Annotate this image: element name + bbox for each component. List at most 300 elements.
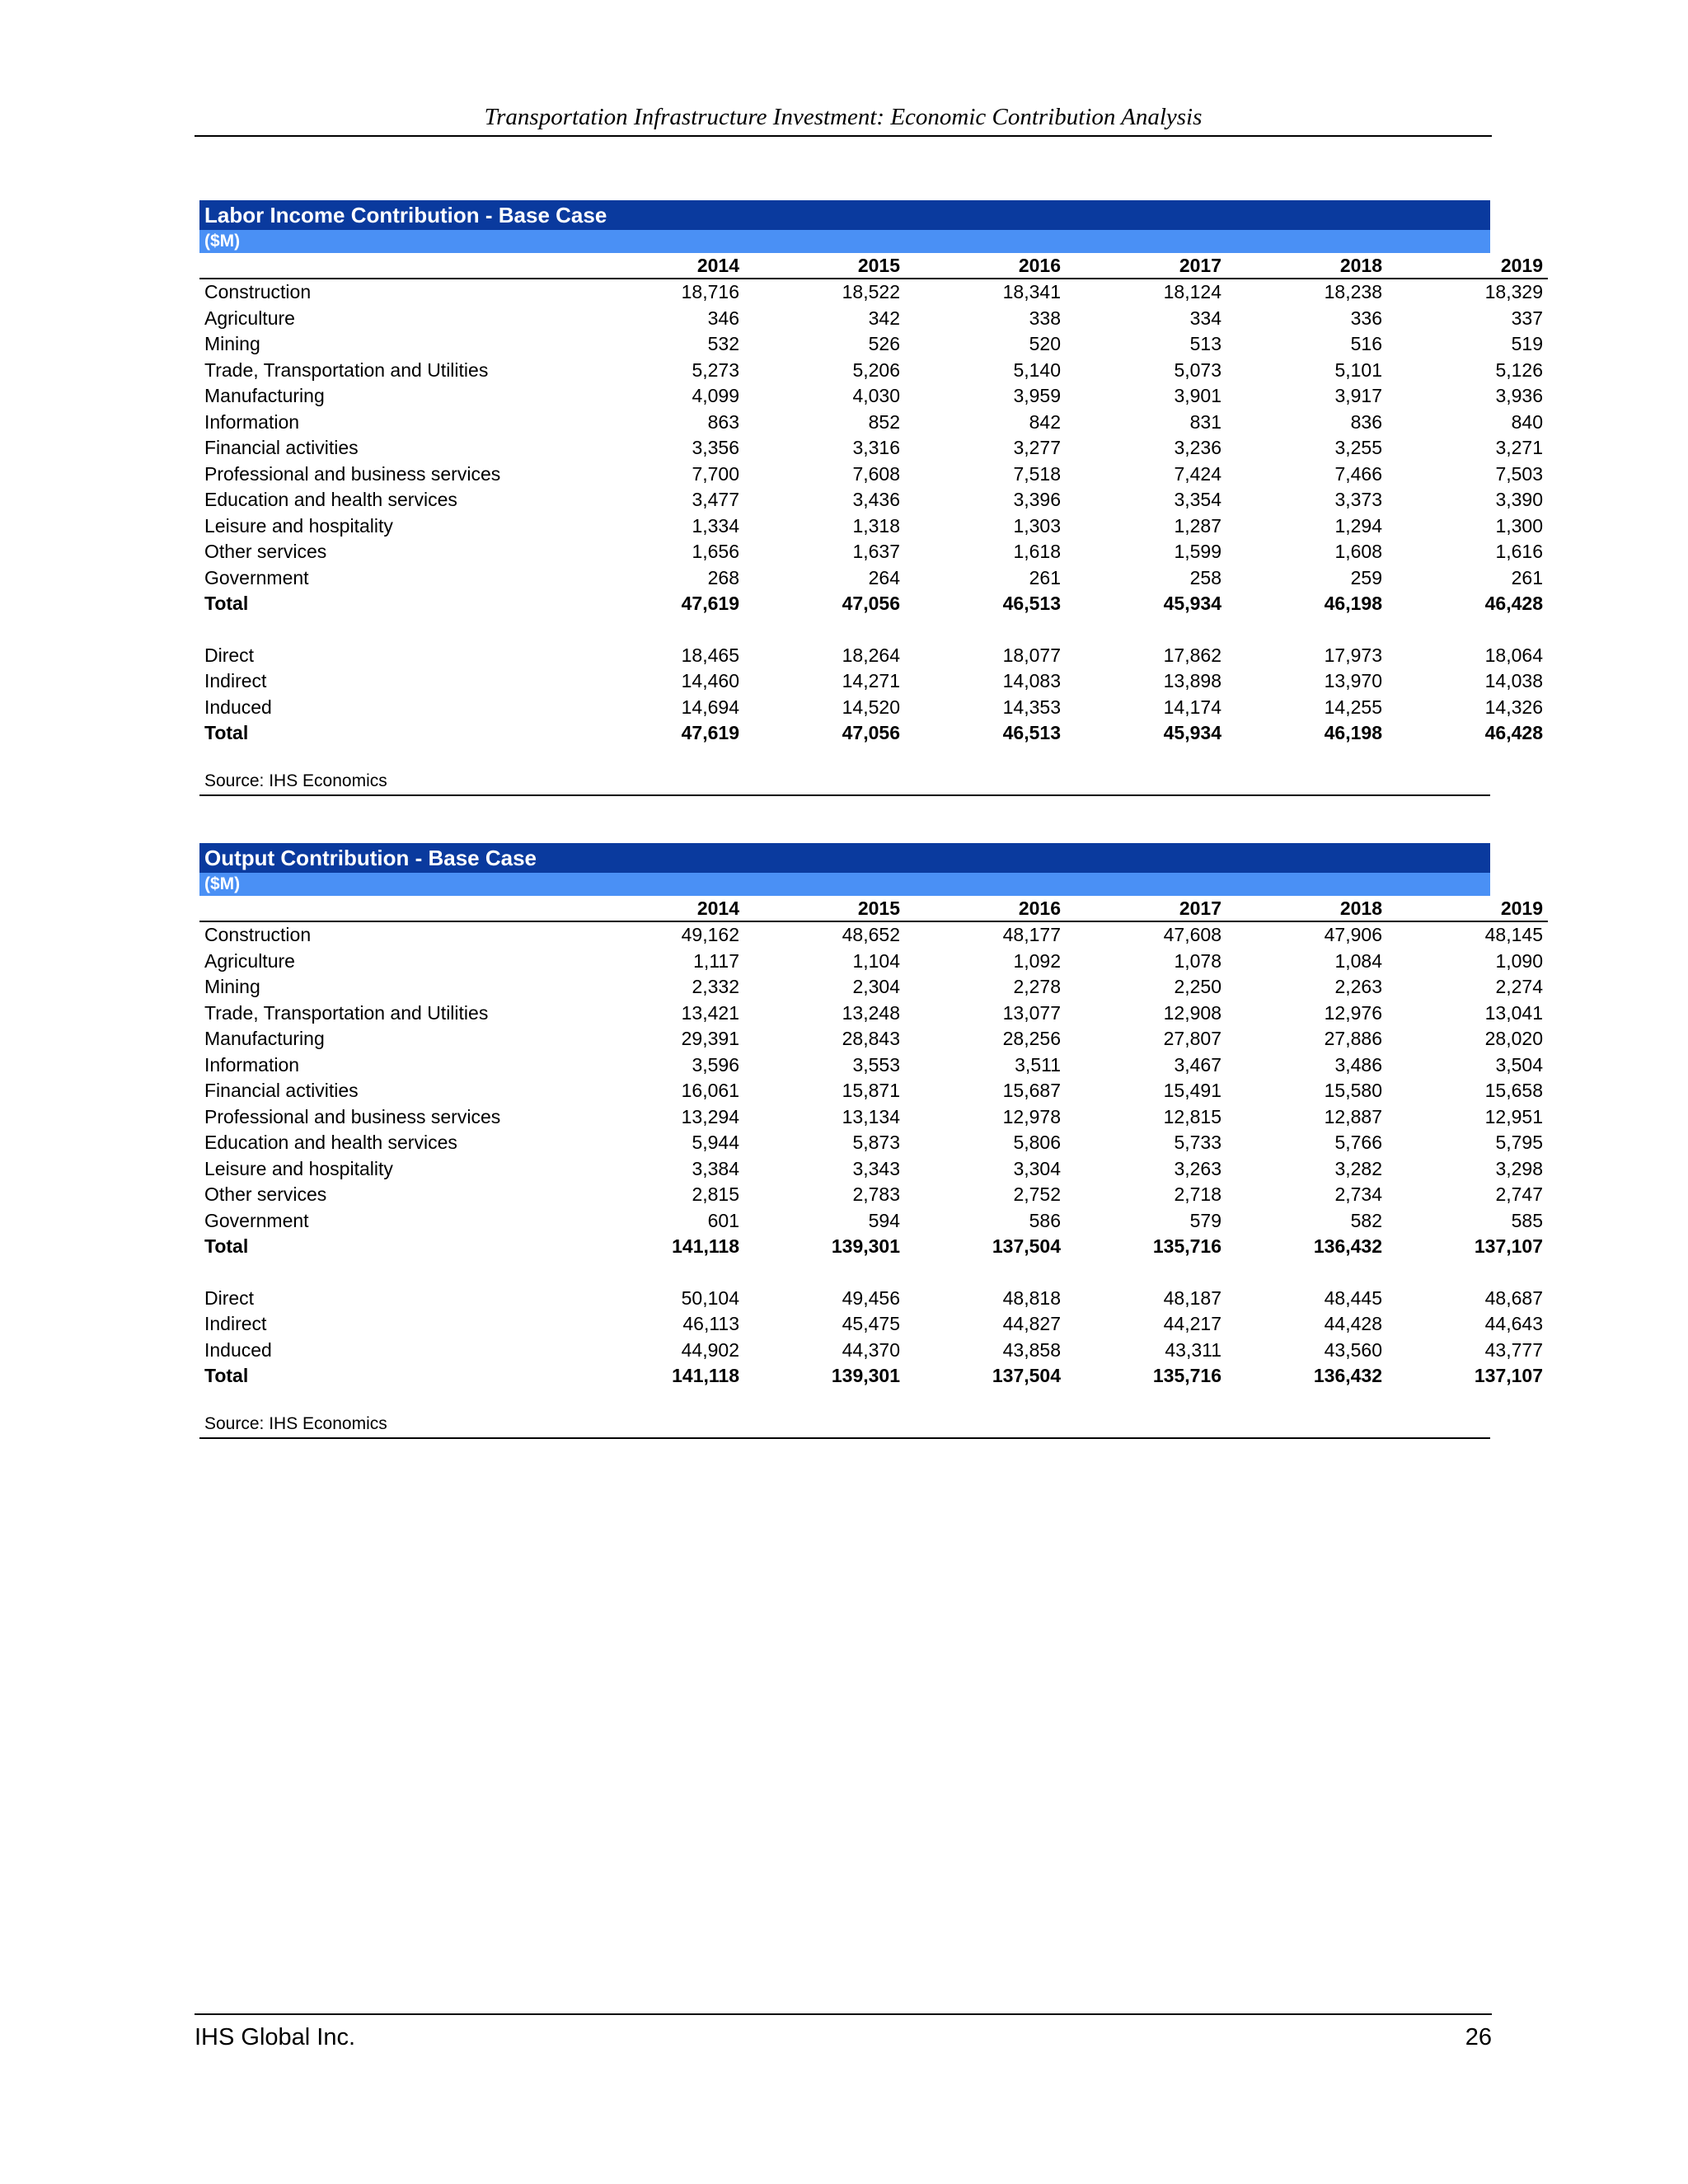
row-label: Direct	[204, 644, 255, 666]
row-label: Financial activities	[204, 437, 359, 458]
value-cell: 3,298	[1495, 1157, 1543, 1179]
labor-income-table-block	[199, 200, 1543, 796]
value-cell: 2,304	[852, 976, 900, 997]
value-cell: 585	[1511, 1209, 1543, 1231]
value-cell: 1,294	[1334, 514, 1382, 537]
value-cell: 17,973	[1324, 644, 1382, 666]
year-header: 2018	[1226, 253, 1387, 279]
value-cell: 5,733	[1174, 1132, 1221, 1153]
value-cell: 45,934	[1163, 593, 1221, 614]
year-header: 2019	[1387, 896, 1548, 921]
industry-row	[199, 1130, 1548, 1156]
industry-row	[199, 1208, 1548, 1235]
industry-row	[199, 487, 1548, 513]
value-cell: 5,806	[1013, 1132, 1061, 1153]
header-blank-cell	[199, 253, 584, 279]
value-cell: 1,287	[1174, 514, 1221, 537]
value-cell: 18,077	[1002, 644, 1061, 666]
value-cell: 863	[707, 410, 739, 433]
value-cell: 519	[1511, 333, 1543, 354]
industry-row	[199, 358, 1548, 384]
value-cell: 4,030	[852, 385, 900, 406]
value-cell: 3,316	[852, 437, 900, 458]
year-header: 2014	[584, 253, 744, 279]
value-cell: 3,901	[1174, 385, 1221, 406]
spacer-cell	[199, 1260, 1548, 1286]
value-cell: 46,513	[1002, 593, 1061, 614]
value-cell: 14,038	[1484, 670, 1543, 691]
value-cell: 48,652	[842, 924, 900, 945]
value-cell: 261	[1511, 566, 1543, 588]
value-cell: 520	[1029, 333, 1061, 354]
value-cell: 13,041	[1484, 1001, 1543, 1024]
value-cell: 139,301	[831, 1365, 900, 1386]
value-cell: 14,271	[842, 670, 900, 691]
value-cell: 137,107	[1474, 1365, 1543, 1386]
value-cell: 47,056	[842, 722, 900, 743]
value-cell: 852	[868, 410, 900, 433]
value-cell: 1,334	[692, 514, 739, 537]
value-cell: 18,264	[842, 644, 900, 666]
industry-row	[199, 974, 1548, 1001]
industry-row	[199, 1001, 1548, 1027]
impact-total-row	[199, 1363, 1548, 1390]
value-cell: 3,917	[1334, 385, 1382, 406]
value-cell: 601	[707, 1209, 739, 1231]
value-cell: 1,117	[693, 949, 739, 972]
value-cell: 3,596	[692, 1053, 739, 1076]
value-cell: 17,862	[1163, 644, 1221, 666]
value-cell: 3,282	[1334, 1157, 1382, 1179]
row-label: Mining	[204, 333, 260, 354]
value-cell: 13,294	[681, 1105, 739, 1127]
value-cell: 137,107	[1474, 1235, 1543, 1257]
value-cell: 3,271	[1495, 437, 1543, 458]
value-cell: 338	[1029, 307, 1061, 329]
row-label: Government	[204, 566, 309, 588]
row-label: Information	[204, 1053, 300, 1076]
row-label: Other services	[204, 541, 327, 562]
table-source: Source: IHS Economics	[199, 770, 1490, 796]
value-cell: 1,637	[852, 541, 900, 562]
value-cell: 14,520	[842, 696, 900, 718]
value-cell: 2,278	[1013, 976, 1061, 997]
value-cell: 3,477	[692, 489, 739, 510]
value-cell: 2,250	[1174, 976, 1221, 997]
row-label: Education and health services	[204, 489, 457, 510]
industry-row	[199, 539, 1548, 565]
row-label: Leisure and hospitality	[204, 514, 393, 537]
value-cell: 842	[1029, 410, 1061, 433]
industry-total-row	[199, 1234, 1548, 1260]
impact-row	[199, 668, 1548, 695]
industry-row	[199, 306, 1548, 332]
value-cell: 7,466	[1334, 462, 1382, 485]
row-label: Total	[204, 593, 249, 614]
value-cell: 137,504	[992, 1235, 1061, 1257]
row-label: Manufacturing	[204, 385, 325, 406]
value-cell: 594	[868, 1209, 900, 1231]
value-cell: 7,700	[692, 462, 739, 485]
value-cell: 43,777	[1484, 1338, 1543, 1361]
data-table	[199, 896, 1548, 1390]
value-cell: 14,353	[1002, 696, 1061, 718]
value-cell: 45,475	[842, 1313, 900, 1334]
value-cell: 15,491	[1163, 1080, 1221, 1101]
industry-row	[199, 921, 1548, 949]
industry-row	[199, 1156, 1548, 1183]
value-cell: 2,783	[852, 1183, 900, 1205]
header-rule	[195, 135, 1492, 137]
row-label: Indirect	[204, 1313, 267, 1334]
year-header: 2014	[584, 896, 744, 921]
value-cell: 582	[1350, 1209, 1382, 1231]
value-cell: 18,064	[1484, 644, 1543, 666]
industry-row	[199, 1182, 1548, 1208]
value-cell: 1,084	[1334, 949, 1382, 972]
row-label: Agriculture	[204, 949, 295, 972]
value-cell: 1,318	[852, 514, 900, 537]
year-header: 2017	[1066, 896, 1226, 921]
row-label: Information	[204, 410, 300, 433]
impact-row	[199, 1311, 1548, 1338]
value-cell: 1,656	[692, 541, 739, 562]
value-cell: 46,198	[1324, 593, 1382, 614]
value-cell: 1,608	[1334, 541, 1382, 562]
value-cell: 14,326	[1484, 696, 1543, 718]
value-cell: 2,734	[1334, 1183, 1382, 1205]
value-cell: 49,162	[681, 924, 739, 945]
value-cell: 44,428	[1324, 1313, 1382, 1334]
value-cell: 16,061	[681, 1080, 739, 1101]
value-cell: 15,658	[1484, 1080, 1543, 1101]
value-cell: 5,073	[1174, 359, 1221, 381]
value-cell: 2,263	[1334, 976, 1382, 997]
value-cell: 337	[1511, 307, 1543, 329]
value-cell: 334	[1189, 307, 1221, 329]
value-cell: 44,902	[681, 1338, 739, 1361]
table-source: Source: IHS Economics	[199, 1413, 1490, 1439]
year-header: 2015	[744, 253, 905, 279]
value-cell: 3,553	[852, 1053, 900, 1076]
value-cell: 44,643	[1484, 1313, 1543, 1334]
row-label: Professional and business services	[204, 1105, 501, 1127]
value-cell: 5,126	[1495, 359, 1543, 381]
industry-row	[199, 410, 1548, 436]
value-cell: 5,873	[852, 1132, 900, 1153]
value-cell: 135,716	[1152, 1365, 1221, 1386]
value-cell: 12,978	[1002, 1105, 1061, 1127]
data-table	[199, 253, 1548, 747]
value-cell: 2,815	[692, 1183, 739, 1205]
value-cell: 5,206	[852, 359, 900, 381]
value-cell: 28,843	[842, 1028, 900, 1049]
value-cell: 15,871	[842, 1080, 900, 1101]
value-cell: 14,460	[681, 670, 739, 691]
value-cell: 47,056	[842, 593, 900, 614]
value-cell: 840	[1511, 410, 1543, 433]
value-cell: 46,198	[1324, 722, 1382, 743]
row-label: Financial activities	[204, 1080, 359, 1101]
year-header: 2016	[905, 896, 1066, 921]
impact-row	[199, 1286, 1548, 1312]
value-cell: 15,580	[1324, 1080, 1382, 1101]
value-cell: 43,560	[1324, 1338, 1382, 1361]
value-cell: 13,421	[681, 1001, 739, 1024]
value-cell: 141,118	[672, 1235, 739, 1257]
value-cell: 44,370	[842, 1338, 900, 1361]
row-label: Construction	[204, 924, 312, 945]
value-cell: 43,311	[1165, 1338, 1221, 1361]
industry-row	[199, 279, 1548, 306]
value-cell: 137,504	[992, 1365, 1061, 1386]
value-cell: 7,424	[1174, 462, 1221, 485]
output-table-block	[199, 843, 1543, 1439]
row-label: Induced	[204, 696, 272, 718]
row-label: Manufacturing	[204, 1028, 325, 1049]
value-cell: 48,445	[1324, 1286, 1382, 1309]
value-cell: 1,104	[852, 949, 900, 972]
value-cell: 259	[1350, 566, 1382, 588]
value-cell: 532	[707, 333, 739, 354]
value-cell: 139,301	[831, 1235, 900, 1257]
year-header: 2015	[744, 896, 905, 921]
value-cell: 336	[1350, 307, 1382, 329]
value-cell: 141,118	[672, 1365, 739, 1386]
value-cell: 12,951	[1484, 1105, 1543, 1127]
value-cell: 3,467	[1174, 1053, 1221, 1076]
value-cell: 526	[868, 333, 900, 354]
spacer-row	[199, 1260, 1548, 1286]
value-cell: 136,432	[1313, 1365, 1382, 1386]
spacer-cell	[199, 617, 1548, 643]
value-cell: 46,113	[682, 1313, 739, 1334]
value-cell: 3,936	[1495, 385, 1543, 406]
value-cell: 268	[707, 566, 739, 588]
value-cell: 5,101	[1334, 359, 1382, 381]
value-cell: 27,807	[1163, 1028, 1221, 1049]
table-unit: ($M)	[199, 230, 1490, 253]
footer-rule	[195, 2013, 1492, 2015]
footer-publisher: IHS Global Inc.	[195, 2024, 356, 2050]
value-cell: 18,522	[842, 281, 900, 302]
row-label: Indirect	[204, 670, 267, 691]
industry-row	[199, 513, 1548, 540]
value-cell: 48,187	[1163, 1286, 1221, 1309]
industry-row	[199, 383, 1548, 410]
value-cell: 29,391	[681, 1028, 739, 1049]
value-cell: 47,619	[681, 593, 739, 614]
spacer-row	[199, 617, 1548, 643]
value-cell: 47,906	[1324, 924, 1382, 945]
value-cell: 13,248	[842, 1001, 900, 1024]
value-cell: 261	[1029, 566, 1061, 588]
value-cell: 18,716	[681, 281, 739, 302]
value-cell: 3,263	[1174, 1157, 1221, 1179]
year-header: 2019	[1387, 253, 1548, 279]
year-header-row	[199, 253, 1548, 279]
running-header-title: Transportation Infrastructure Investment: Economic Contribution Analysis	[484, 104, 1203, 130]
table-body	[199, 921, 1548, 1390]
value-cell: 28,020	[1484, 1028, 1543, 1049]
value-cell: 7,518	[1013, 462, 1061, 485]
value-cell: 5,273	[692, 359, 739, 381]
value-cell: 264	[868, 566, 900, 588]
value-cell: 3,343	[852, 1157, 900, 1179]
row-label: Professional and business services	[204, 462, 501, 485]
value-cell: 136,432	[1313, 1235, 1382, 1257]
value-cell: 5,944	[692, 1132, 739, 1153]
value-cell: 1,618	[1013, 541, 1061, 562]
row-label: Agriculture	[204, 307, 295, 329]
value-cell: 1,616	[1495, 541, 1543, 562]
value-cell: 12,815	[1163, 1105, 1221, 1127]
value-cell: 346	[707, 307, 739, 329]
value-cell: 47,619	[681, 722, 739, 743]
value-cell: 7,503	[1495, 462, 1543, 485]
table-title: Labor Income Contribution - Base Case	[199, 200, 1490, 230]
row-label: Trade, Transportation and Utilities	[204, 359, 489, 381]
value-cell: 48,177	[1002, 924, 1061, 945]
value-cell: 3,373	[1334, 489, 1382, 510]
value-cell: 831	[1189, 410, 1221, 433]
row-label: Trade, Transportation and Utilities	[204, 1001, 489, 1024]
value-cell: 3,277	[1013, 437, 1061, 458]
row-label: Total	[204, 1235, 249, 1257]
industry-row	[199, 331, 1548, 358]
value-cell: 135,716	[1152, 1235, 1221, 1257]
value-cell: 48,687	[1484, 1286, 1543, 1309]
industry-row	[199, 1078, 1548, 1104]
year-header: 2018	[1226, 896, 1387, 921]
page-footer	[195, 2021, 1492, 2054]
year-header: 2017	[1066, 253, 1226, 279]
value-cell: 3,354	[1174, 489, 1221, 510]
value-cell: 18,124	[1163, 281, 1221, 302]
value-cell: 516	[1350, 333, 1382, 354]
row-label: Mining	[204, 976, 260, 997]
value-cell: 44,827	[1002, 1313, 1061, 1334]
row-label: Total	[204, 1365, 249, 1386]
page-number: 26	[1465, 2024, 1492, 2050]
row-label: Total	[204, 722, 249, 743]
value-cell: 3,236	[1174, 437, 1221, 458]
value-cell: 3,486	[1334, 1053, 1382, 1076]
value-cell: 3,396	[1013, 489, 1061, 510]
value-cell: 14,255	[1324, 696, 1382, 718]
value-cell: 4,099	[692, 385, 739, 406]
value-cell: 12,887	[1324, 1105, 1382, 1127]
value-cell: 342	[868, 307, 900, 329]
value-cell: 5,766	[1334, 1132, 1382, 1153]
value-cell: 5,140	[1013, 359, 1061, 381]
value-cell: 3,255	[1334, 437, 1382, 458]
value-cell: 12,908	[1163, 1001, 1221, 1024]
value-cell: 3,304	[1013, 1157, 1061, 1179]
value-cell: 1,090	[1495, 949, 1543, 972]
header-blank-cell	[199, 896, 584, 921]
industry-row	[199, 1052, 1548, 1079]
value-cell: 3,436	[852, 489, 900, 510]
value-cell: 13,970	[1324, 670, 1382, 691]
value-cell: 2,747	[1495, 1183, 1543, 1205]
value-cell: 13,077	[1002, 1001, 1061, 1024]
row-label: Construction	[204, 281, 312, 302]
value-cell: 13,898	[1163, 670, 1221, 691]
industry-row	[199, 1026, 1548, 1052]
value-cell: 513	[1189, 333, 1221, 354]
value-cell: 44,217	[1163, 1313, 1221, 1334]
value-cell: 3,384	[692, 1157, 739, 1179]
value-cell: 12,976	[1324, 1001, 1382, 1024]
industry-row	[199, 462, 1548, 488]
value-cell: 2,752	[1013, 1183, 1061, 1205]
value-cell: 18,341	[1002, 281, 1061, 302]
value-cell: 258	[1189, 566, 1221, 588]
value-cell: 5,795	[1495, 1132, 1543, 1153]
value-cell: 48,818	[1002, 1286, 1061, 1309]
row-label: Direct	[204, 1286, 255, 1309]
value-cell: 7,608	[852, 462, 900, 485]
row-label: Leisure and hospitality	[204, 1157, 393, 1179]
value-cell: 2,332	[692, 976, 739, 997]
value-cell: 2,274	[1495, 976, 1543, 997]
value-cell: 3,356	[692, 437, 739, 458]
value-cell: 1,092	[1013, 949, 1061, 972]
value-cell: 14,083	[1002, 670, 1061, 691]
impact-total-row	[199, 720, 1548, 747]
value-cell: 48,145	[1484, 924, 1543, 945]
industry-row	[199, 435, 1548, 462]
value-cell: 3,390	[1495, 489, 1543, 510]
industry-row	[199, 949, 1548, 975]
value-cell: 46,513	[1002, 722, 1061, 743]
value-cell: 18,238	[1324, 281, 1382, 302]
value-cell: 45,934	[1163, 722, 1221, 743]
row-label: Other services	[204, 1183, 327, 1205]
industry-row	[199, 565, 1548, 592]
value-cell: 1,300	[1495, 514, 1543, 537]
row-label: Induced	[204, 1338, 272, 1361]
value-cell: 3,504	[1495, 1053, 1543, 1076]
value-cell: 50,104	[681, 1286, 739, 1309]
year-header: 2016	[905, 253, 1066, 279]
value-cell: 15,687	[1002, 1080, 1061, 1101]
value-cell: 1,078	[1174, 949, 1221, 972]
row-label: Education and health services	[204, 1132, 457, 1153]
industry-total-row	[199, 591, 1548, 617]
value-cell: 49,456	[842, 1286, 900, 1309]
value-cell: 43,858	[1002, 1338, 1061, 1361]
impact-row	[199, 695, 1548, 721]
value-cell: 18,329	[1484, 281, 1543, 302]
table-title: Output Contribution - Base Case	[199, 843, 1490, 873]
value-cell: 1,303	[1013, 514, 1061, 537]
impact-row	[199, 643, 1548, 669]
value-cell: 18,465	[681, 644, 739, 666]
value-cell: 579	[1189, 1209, 1221, 1231]
value-cell: 1,599	[1174, 541, 1221, 562]
value-cell: 27,886	[1324, 1028, 1382, 1049]
industry-row	[199, 1104, 1548, 1131]
value-cell: 13,134	[842, 1105, 900, 1127]
value-cell: 46,428	[1484, 593, 1543, 614]
row-label: Government	[204, 1209, 309, 1231]
value-cell: 3,959	[1013, 385, 1061, 406]
impact-row	[199, 1338, 1548, 1364]
value-cell: 14,694	[681, 696, 739, 718]
value-cell: 46,428	[1484, 722, 1543, 743]
